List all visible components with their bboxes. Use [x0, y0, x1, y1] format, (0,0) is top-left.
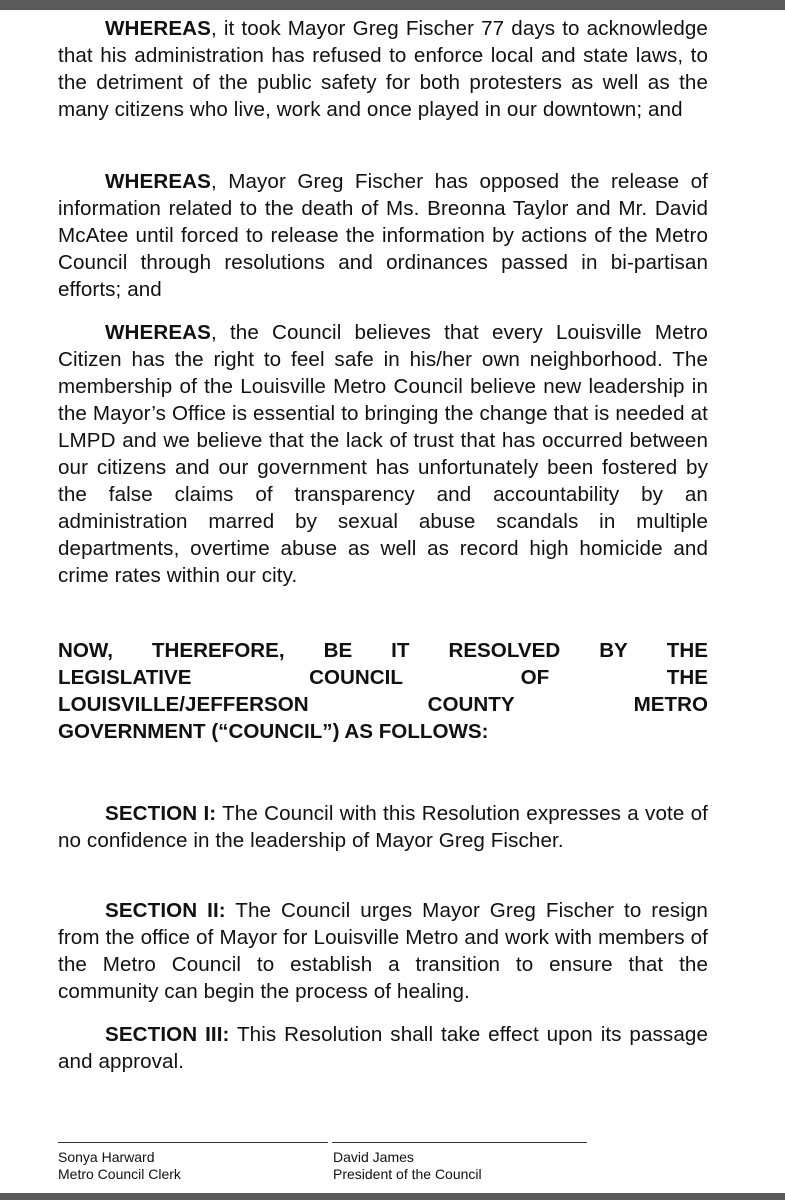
section-3-paragraph: [58, 1021, 708, 1075]
section-1-paragraph: [58, 800, 708, 854]
resolved-line-4: [58, 718, 708, 745]
top-edge-bar: [0, 0, 785, 10]
whereas-text: , the Council believes that every Louisville Metro Citizen has the right to feel safe in his/her own neighborhood. The membership of the Louisville Metro Council believe new leadership in the Mayor’s Office is essential to bringing the change that is needed at LMPD and we believe that the lack of trust that has occurred between our citizens and our government has unfortunately been fostered by the false claims of transparency and accountability by an administration marred by sexual abuse scandals in multiple departments, overtime abuse as well as record high homicide and crime rates within our city.: [58, 321, 708, 587]
section-lead: SECTION II:: [105, 899, 226, 922]
resolved-line-1: [58, 637, 708, 664]
president-signature-line: [332, 1142, 587, 1143]
section-text: The Council with this Resolution expresses a vote of no confidence in the leadership of Mayor Greg Fischer.: [58, 802, 708, 852]
resolved-word: IT: [391, 639, 410, 662]
president-title: President of the Council: [333, 1166, 482, 1182]
resolved-word: BY: [599, 639, 628, 662]
resolved-word: COUNTY: [427, 693, 515, 716]
section-text: The Council urges Mayor Greg Fischer to resign from the office of Mayor for Louisville Metro and work with members of the Metro Council to establish a transition to ensure that the community can begin the process of healing.: [58, 899, 708, 1003]
whereas-text: , Mayor Greg Fischer has opposed the release of information related to the death of Ms. Breonna Taylor and Mr. David McAtee until forced to release the information by actions of the Metro Council through resolutions and ordinances passed in bi-partisan efforts; and: [58, 170, 708, 301]
president-signature-block: [333, 1149, 482, 1183]
section-lead: SECTION III:: [105, 1023, 230, 1046]
resolved-word: LEGISLATIVE: [58, 666, 192, 689]
clerk-name: Sonya Harward: [58, 1149, 155, 1165]
clerk-signature-block: [58, 1149, 181, 1183]
resolved-word: NOW,: [58, 639, 113, 662]
resolved-word: RESOLVED: [448, 639, 561, 662]
resolved-word: COUNCIL: [309, 666, 403, 689]
section-2-paragraph: [58, 897, 708, 1005]
whereas-paragraph-1: [58, 15, 708, 123]
clerk-title: Metro Council Clerk: [58, 1166, 181, 1182]
resolved-word: THE: [666, 639, 708, 662]
bottom-edge-bar: [0, 1193, 785, 1200]
whereas-lead: WHEREAS: [105, 17, 211, 40]
clerk-signature-line: [58, 1142, 328, 1143]
whereas-lead: WHEREAS: [105, 170, 211, 193]
resolved-word: METRO: [633, 693, 708, 716]
resolved-line-3: [58, 691, 708, 718]
president-name: David James: [333, 1149, 414, 1165]
section-lead: SECTION I:: [105, 802, 217, 825]
resolved-word: BE: [323, 639, 353, 662]
whereas-paragraph-2: [58, 168, 708, 303]
section-text: This Resolution shall take effect upon its passage and approval.: [58, 1023, 708, 1073]
whereas-text: , it took Mayor Greg Fischer 77 days to acknowledge that his administration has refused to enforce local and state laws, to the detriment of the public safety for both protesters as well as the many citizens who live, work and once played in our downtown; and: [58, 17, 708, 121]
whereas-paragraph-3: [58, 319, 708, 589]
resolved-word: THE: [666, 666, 708, 689]
resolved-word: THEREFORE,: [151, 639, 285, 662]
resolved-line-2: [58, 664, 708, 691]
resolved-word: LOUISVILLE/JEFFERSON: [58, 693, 309, 716]
resolved-word: OF: [520, 666, 550, 689]
whereas-lead: WHEREAS: [105, 321, 211, 344]
resolved-final-line: GOVERNMENT (“COUNCIL”) AS FOLLOWS:: [58, 720, 489, 743]
resolved-clause: [58, 637, 708, 745]
